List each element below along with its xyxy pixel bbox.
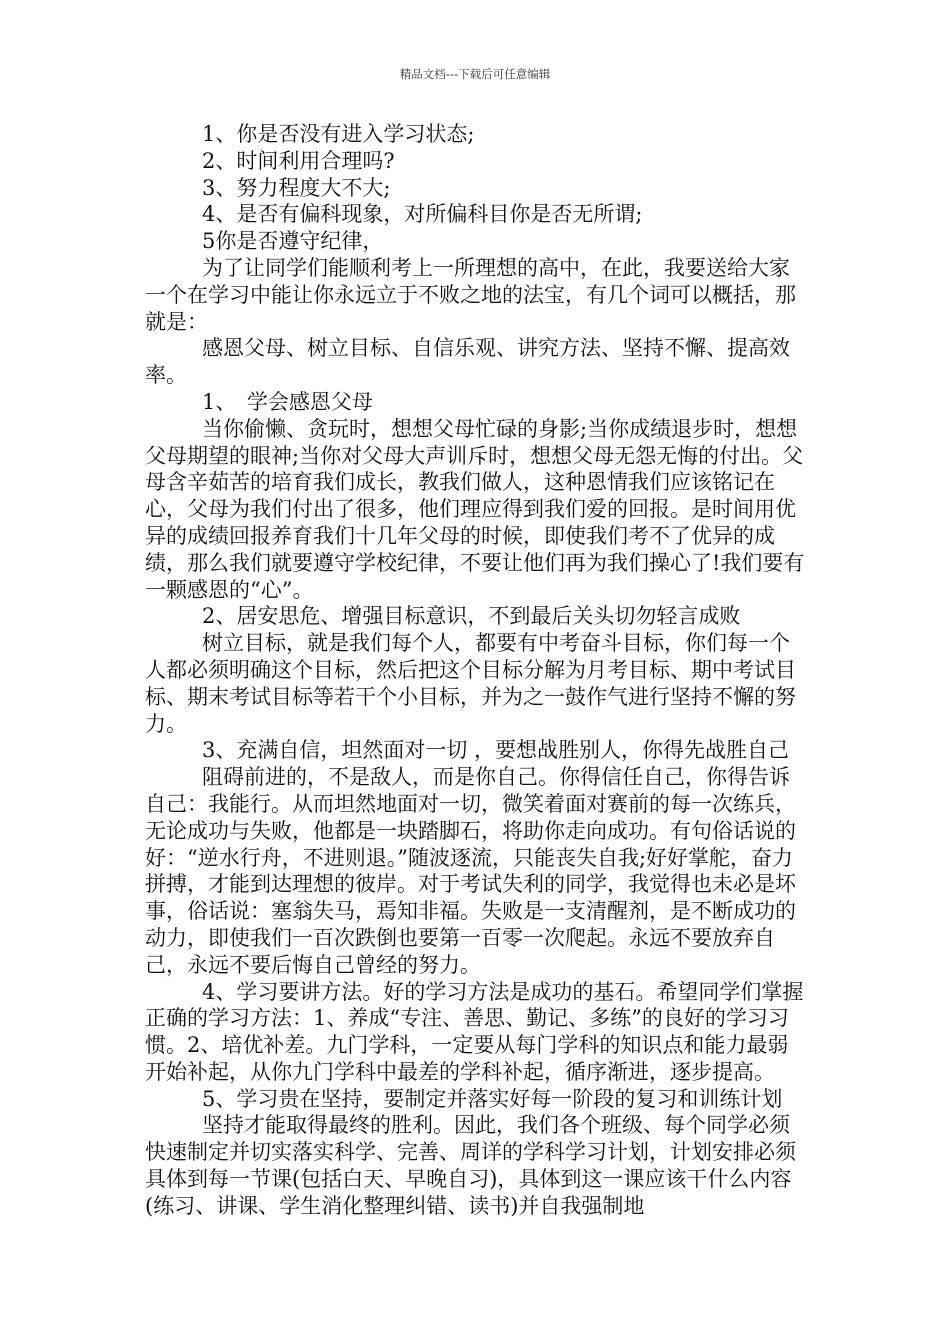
keywords-paragraph: 感恩父母、树立目标、自信乐观、讲究方法、坚持不懈、提高效率。: [145, 336, 790, 388]
intro-paragraph: 为了让同学们能顺利考上一所理想的高中，在此，我要送给大家一个在学习中能让你永远立于不败之地的法宝，有几个词可以概括，那就是：: [145, 255, 796, 334]
section-body-1: 当你偷懒、贪玩时，想想父母忙碌的身影;当你成绩退步时，想想父母期望的眼神;当你对父母大声训斥时，想想父母无怨无悔的付出。父母含辛茹苦的培育我们成长，教我们做人，这种恩情我们应该铭记在心，父母为我们付出了很多，他们理应得到我们爱的回报。是时间用优异的成绩回报养育我们十几年父母的时候，即使我们考不了优异的成绩，那么我们就要遵守学校纪律，不要让他们再为我们操心了!我们要有一颗感恩的“心”。: [145, 416, 805, 602]
document-body: [145, 121, 809, 1220]
checklist-item-5: 5你是否遵守纪律，: [202, 229, 384, 254]
section-paragraph-4: 4、学习要讲方法。好的学习方法是成功的基石。希望同学们掌握正确的学习方法：1、养成“专注、善思、勤记、多练”的良好的学习习惯。2、培优补差。九门学科，一定要从每门学科的知识点和能力最弱开始补起，从你九门学科中最差的学科补起，循序渐进，逐步提高。: [145, 979, 804, 1084]
section-heading-5: 5、学习贵在坚持，要制定并落实好每一阶段的复习和训练计划: [202, 1086, 783, 1111]
section-heading-1: 1、 学会感恩父母: [202, 389, 373, 414]
section-heading-2: 2、居安思危、增强目标意识，不到最后关头切勿轻言成败: [202, 604, 741, 629]
checklist-item-3: 3、努力程度大不大;: [202, 175, 391, 200]
section-body-3: 阻碍前进的，不是敌人，而是你自己。你得信任自己，你得告诉自己：我能行。从而坦然地面对一切，微笑着面对赛前的每一次练兵，无论成功与失败，他都是一块踏脚石，将助你走向成功。有句俗话说的好：“逆水行舟，不进则退。”随波逐流，只能丧失自我;好好掌舵，奋力拼搏，才能到达理想的彼岸。对于考试失利的同学，我觉得也未必是坏事，俗话说：塞翁失马，焉知非福。失败是一支清醒剂，是不断成功的动力，即使我们一百次跌倒也要第一百零一次爬起。永远不要放弃自己，永远不要后悔自己曾经的努力。: [145, 765, 796, 977]
section-body-2: 树立目标，就是我们每个人，都要有中考奋斗目标，你们每一个人都必须明确这个目标，然后把这个目标分解为月考目标、期中考试目标、期末考试目标等若干个小目标，并为之一鼓作气进行坚持不懈的努力。: [145, 631, 796, 736]
checklist-item-1: 1、你是否没有进入学习状态;: [202, 122, 475, 146]
section-heading-3: 3、充满自信，坦然面对一切 ，要想战胜别人，你得先战胜自己: [202, 738, 790, 763]
page-header: 精品文档---下载后可任意编辑: [399, 67, 551, 81]
checklist-item-4: 4、是否有偏科现象，对所偏科目你是否无所谓;: [202, 202, 643, 227]
checklist-item-2: 2、时间利用合理吗?: [202, 148, 395, 173]
section-body-5: 坚持才能取得最终的胜利。因此，我们各个班级、每个同学必须快速制定并切实落实科学、完善、周详的学科学习计划，计划安排必须具体到每一节课(包括白天、早晚自习)，具体到这一课应该干什么内容(练习、讲课、学生消化整理纠错、读书)并自我强制地: [145, 1113, 796, 1218]
